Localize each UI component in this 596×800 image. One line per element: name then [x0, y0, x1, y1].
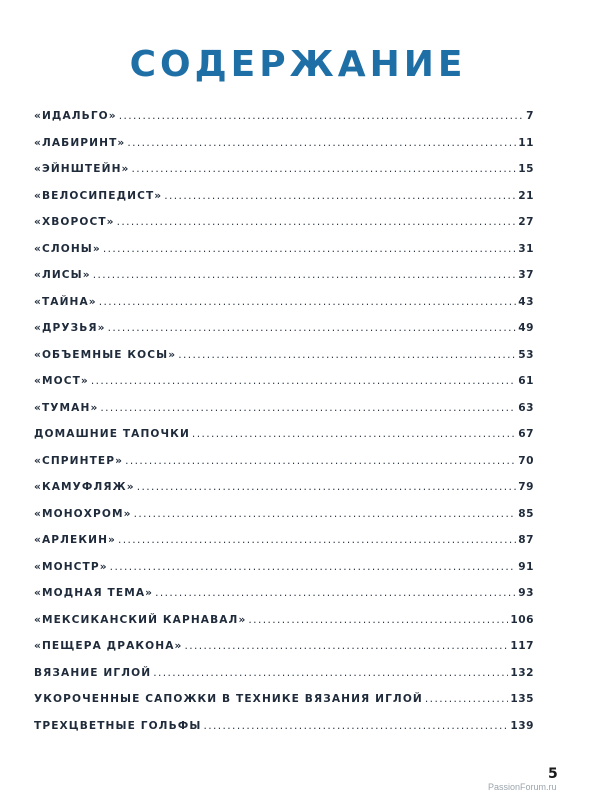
toc-entry-title: «МОНОХРОМ» [34, 507, 132, 520]
toc-entry-title: «ЭЙНШТЕЙН» [34, 163, 130, 175]
toc-entry-title: УКОРОЧЕННЫЕ САПОЖКИ В ТЕХНИКЕ ВЯЗАНИЯ ИГЛОЙ [34, 693, 423, 705]
toc-entry-title: «АРЛЕКИН» [34, 534, 116, 546]
watermark: PassionForum.ru [488, 782, 557, 792]
toc-dot-leader [192, 428, 516, 440]
toc-dot-leader [110, 561, 517, 573]
toc-dot-leader [93, 269, 517, 281]
toc-entry-title: «ОБЪЕМНЫЕ КОСЫ» [34, 348, 177, 361]
toc-entry-title: «ЛАБИРИНТ» [34, 136, 126, 149]
toc-dot-leader [100, 402, 516, 414]
toc-dot-leader [134, 508, 517, 520]
toc-entry [34, 269, 534, 296]
toc-entry-title: «ЛИСЫ» [34, 269, 91, 281]
toc-entry-title: «МОДНАЯ ТЕМА» [34, 587, 154, 599]
toc-dot-leader [155, 587, 516, 599]
toc-entry [34, 137, 534, 164]
toc-entry-page: 27 [518, 216, 534, 228]
toc-entry-title: «МОНСТР» [34, 560, 108, 573]
toc-entry-page: 79 [518, 481, 534, 493]
toc-entry-page: 93 [518, 587, 534, 599]
toc-entry [34, 508, 534, 535]
toc-entry [34, 190, 534, 217]
toc-entry-title: «СЛОНЫ» [34, 242, 101, 255]
toc-dot-leader [103, 243, 516, 255]
toc-dot-leader [248, 614, 508, 626]
toc-entry [34, 534, 534, 561]
toc-entry-page: 7 [526, 110, 534, 122]
toc-entry [34, 428, 534, 455]
toc-entry-page: 135 [510, 693, 534, 705]
toc-entry [34, 296, 534, 323]
toc-dot-leader [184, 640, 508, 652]
toc-dot-leader [425, 693, 508, 705]
toc-entry-page: 87 [518, 534, 534, 546]
toc-dot-leader [153, 667, 508, 679]
toc-entry-page: 53 [518, 348, 534, 361]
toc-entry-title: «МЕКСИКАНСКИЙ КАРНАВАЛ» [34, 613, 247, 626]
toc-entry-title: ДОМАШНИЕ ТАПОЧКИ [34, 428, 190, 440]
page-title: СОДЕРЖАНИЕ [129, 44, 467, 85]
toc-entry-page: 31 [518, 242, 534, 255]
toc-entry-page: 61 [518, 375, 534, 387]
toc-entry-page: 15 [518, 163, 534, 175]
toc-entry-title: «ТАЙНА» [34, 295, 97, 308]
toc-entry-title: ВЯЗАНИЕ ИГЛОЙ [34, 666, 152, 679]
toc-dot-leader [118, 534, 516, 546]
toc-entry-title: «СПРИНТЕР» [34, 454, 124, 467]
toc-dot-leader [131, 163, 516, 175]
toc-dot-leader [99, 296, 517, 308]
toc-entry [34, 561, 534, 588]
toc-entry-page: 139 [510, 719, 534, 732]
toc-entry [34, 216, 534, 243]
table-of-contents [34, 110, 534, 746]
toc-entry [34, 110, 534, 137]
toc-entry [34, 667, 534, 694]
toc-dot-leader [164, 190, 516, 202]
toc-dot-leader [91, 375, 516, 387]
toc-entry [34, 163, 534, 190]
toc-entry-page: 85 [518, 507, 534, 520]
toc-dot-leader [119, 110, 524, 122]
toc-entry-page: 91 [518, 560, 534, 573]
toc-entry-page: 132 [510, 666, 534, 679]
toc-dot-leader [178, 349, 516, 361]
toc-entry-page: 117 [510, 640, 534, 652]
page-number: 5 [548, 766, 558, 782]
toc-entry-title: «ТУМАН» [34, 401, 99, 414]
toc-entry-title: «ДРУЗЬЯ» [34, 322, 106, 334]
toc-entry-page: 63 [518, 401, 534, 414]
toc-dot-leader [125, 455, 516, 467]
toc-dot-leader [127, 137, 516, 149]
toc-entry [34, 243, 534, 270]
toc-entry-title: «МОСТ» [34, 375, 89, 387]
toc-entry-title: «ВЕЛОСИПЕДИСТ» [34, 189, 163, 202]
toc-entry-page: 37 [518, 269, 534, 281]
toc-entry [34, 640, 534, 667]
toc-dot-leader [203, 720, 508, 732]
toc-entry-title: «КАМУФЛЯЖ» [34, 481, 135, 493]
toc-entry-page: 106 [510, 613, 534, 626]
toc-entry-page: 21 [518, 189, 534, 202]
toc-entry-title: «ПЕЩЕРА ДРАКОНА» [34, 640, 183, 652]
toc-entry [34, 349, 534, 376]
toc-entry [34, 693, 534, 720]
toc-entry-page: 43 [518, 295, 534, 308]
toc-entry [34, 322, 534, 349]
toc-dot-leader [108, 322, 517, 334]
toc-dot-leader [117, 216, 517, 228]
toc-entry-page: 49 [518, 322, 534, 334]
toc-dot-leader [137, 481, 517, 493]
toc-entry-title: ТРЕХЦВЕТНЫЕ ГОЛЬФЫ [34, 719, 202, 732]
toc-entry [34, 614, 534, 641]
toc-entry [34, 375, 534, 402]
toc-entry [34, 402, 534, 429]
toc-entry [34, 455, 534, 482]
toc-entry-page: 11 [518, 136, 534, 149]
toc-entry-title: «ХВОРОСТ» [34, 216, 115, 228]
toc-entry-page: 67 [518, 428, 534, 440]
toc-entry [34, 720, 534, 747]
toc-entry-title: «ИДАЛЬГО» [34, 110, 117, 122]
toc-entry [34, 587, 534, 614]
toc-entry [34, 481, 534, 508]
toc-entry-page: 70 [518, 454, 534, 467]
